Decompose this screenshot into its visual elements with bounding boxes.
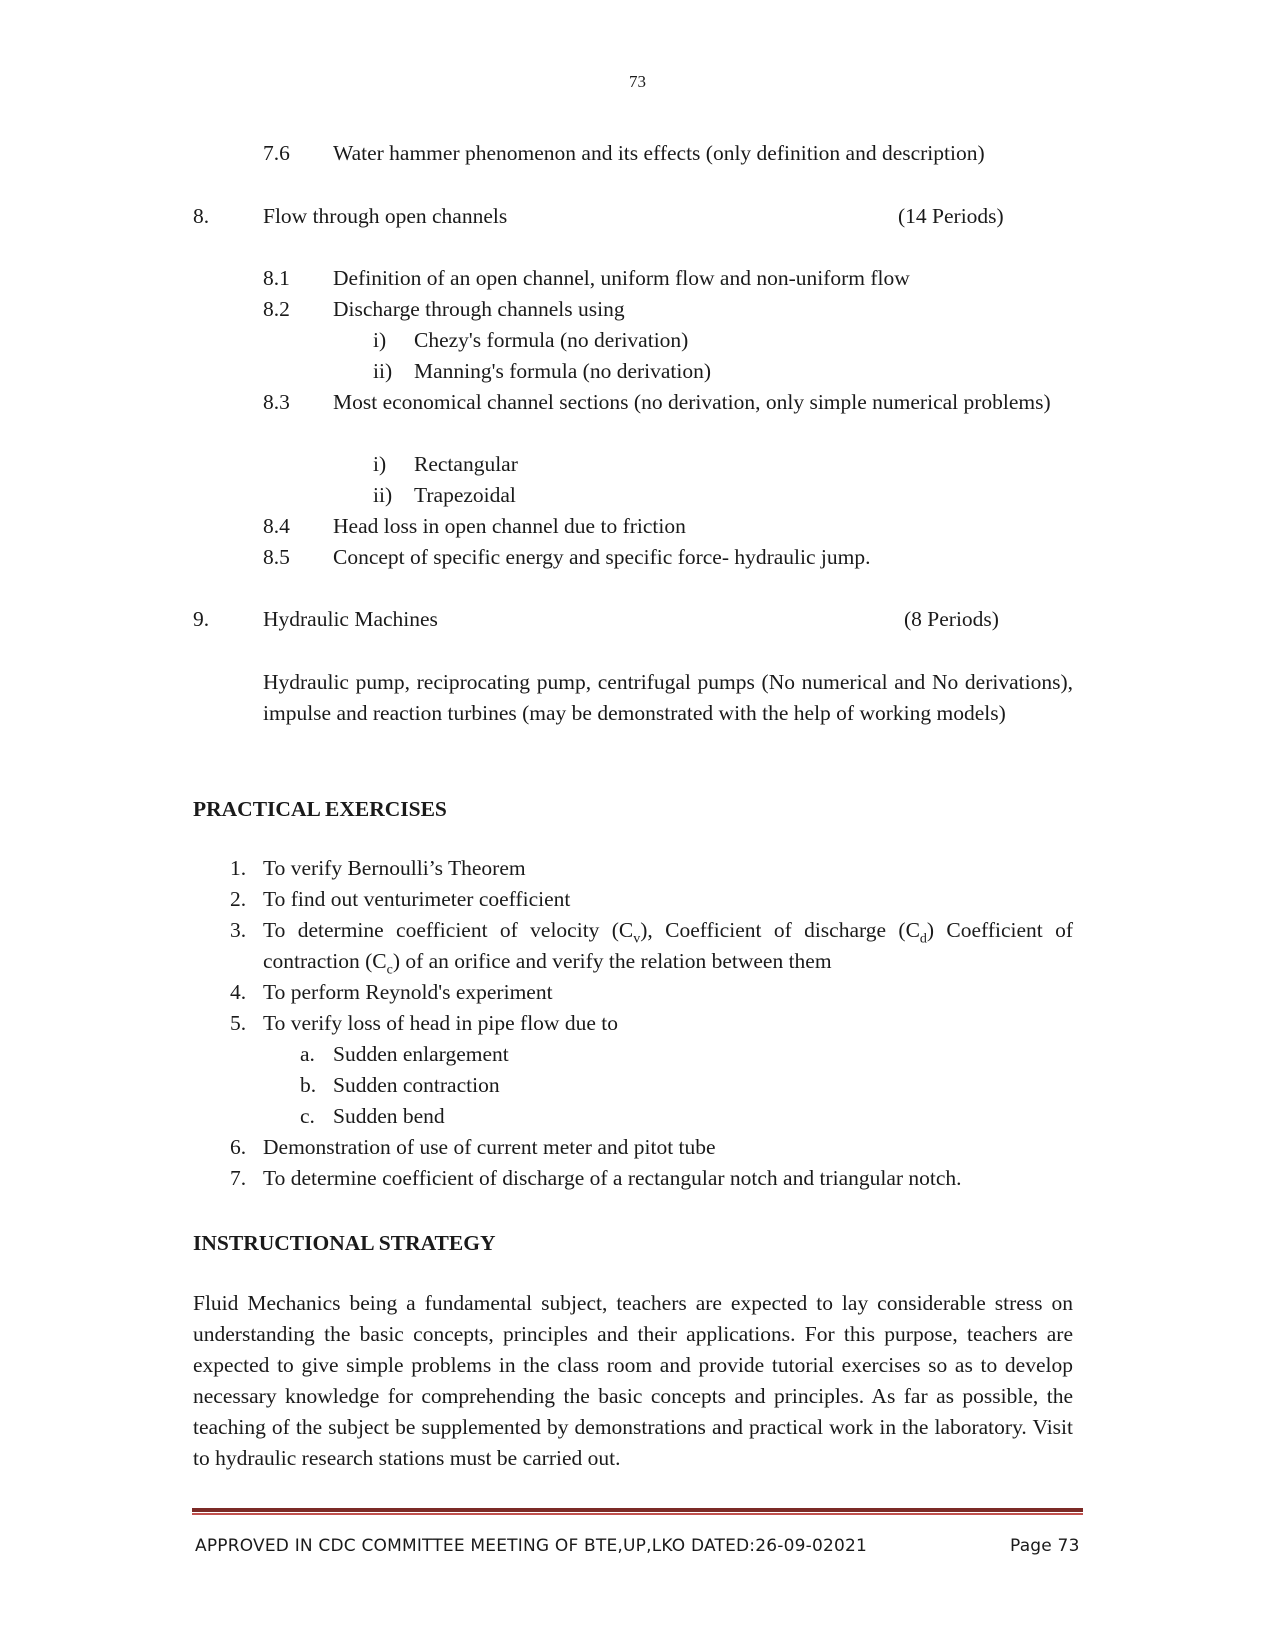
exercise-3-line-2 (263, 951, 832, 977)
exercise-3-line-1 (263, 920, 1073, 946)
item-8-3-ii-number: ii) (373, 483, 393, 507)
item-8-3-number: 8.3 (263, 390, 290, 414)
item-8-4-number: 8.4 (263, 514, 290, 538)
exercise-7-number: 7. (230, 1166, 247, 1190)
practical-exercises-heading: PRACTICAL EXERCISES (193, 797, 447, 821)
exercise-1-number: 1. (230, 856, 247, 880)
exercise-7-text: To determine coefficient of discharge of a rectangular notch and triangular notch. (263, 1166, 962, 1190)
exercise-5a-number: a. (300, 1042, 315, 1066)
section-8-periods: (14 Periods) (898, 204, 1004, 228)
exercise-5-number: 5. (230, 1011, 247, 1035)
item-8-3-i-text: Rectangular (414, 452, 518, 476)
exercise-2-number: 2. (230, 887, 247, 911)
item-8-2-i-text: Chezy's formula (no derivation) (414, 328, 689, 352)
exercise-2-text: To find out venturimeter coefficient (263, 887, 571, 911)
item-8-3-i-number: i) (373, 452, 387, 476)
item-8-1-number: 8.1 (263, 266, 290, 290)
exercise-3-text-c: ) Coefficient of (926, 918, 1073, 942)
exercise-6-text: Demonstration of use of current meter and pitot tube (263, 1135, 716, 1159)
section-8-title: Flow through open channels (263, 204, 508, 228)
subscript-c: c (386, 962, 393, 978)
exercise-3-text-b: ), Coefficient of discharge (C (640, 918, 920, 942)
item-8-2-i-number: i) (373, 328, 387, 352)
exercise-5c-number: c. (300, 1104, 315, 1128)
exercise-4-text: To perform Reynold's experiment (263, 980, 553, 1004)
exercise-5b-number: b. (300, 1073, 317, 1097)
footer-rule-top (192, 1508, 1083, 1512)
subscript-d: d (919, 931, 927, 947)
page-number: 73 (629, 72, 646, 91)
item-7-6-text: Water hammer phenomenon and its effects (only definition and description) (333, 141, 985, 165)
instructional-strategy-body: Fluid Mechanics being a fundamental subject, teachers are expected to lay considerable stress on understanding the basic concepts, principles and their applications. For this purpose, teachers are expected to give simple problems in the class room and provide tutorial exercises so as to develop necessary knowledge for comprehending the basic concepts and principles. As far as possible, the teaching of the subject be supplemented by demonstrations and practical work in the laboratory. Visit to hydraulic research stations must be carried out. (193, 1291, 1073, 1470)
subscript-v: v (633, 931, 641, 947)
item-8-4-text: Head loss in open channel due to friction (333, 514, 686, 538)
section-9-periods: (8 Periods) (904, 607, 999, 631)
footer-rule-bottom (192, 1513, 1083, 1515)
item-8-1-text: Definition of an open channel, uniform flow and non-uniform flow (333, 266, 910, 290)
footer-approval-text: APPROVED IN CDC COMMITTEE MEETING OF BTE,UP,LKO DATED:26-09-02021 (195, 1536, 868, 1556)
exercise-3-text-a: To determine coefficient of velocity (C (263, 918, 634, 942)
exercise-6-number: 6. (230, 1135, 247, 1159)
instructional-strategy-heading: INSTRUCTIONAL STRATEGY (193, 1231, 496, 1255)
section-9-body: Hydraulic pump, reciprocating pump, centrifugal pumps (No numerical and No derivations), impulse and reaction turbines (may be demonstrated with the help of working models) (263, 670, 1073, 725)
item-8-2-ii-number: ii) (373, 359, 393, 383)
exercise-3-text-d: contraction (C (263, 949, 387, 973)
exercise-3-number: 3. (230, 918, 247, 942)
item-8-2-ii-text: Manning's formula (no derivation) (414, 359, 712, 383)
item-8-3-text: Most economical channel sections (no derivation, only simple numerical problems) (333, 390, 1051, 414)
exercise-5b-text: Sudden contraction (333, 1073, 500, 1097)
item-8-5-number: 8.5 (263, 545, 290, 569)
exercise-5a-text: Sudden enlargement (333, 1042, 509, 1066)
item-7-6-number: 7.6 (263, 141, 290, 165)
exercise-1-text: To verify Bernoulli’s Theorem (263, 856, 526, 880)
item-8-2-text: Discharge through channels using (333, 297, 625, 321)
item-8-5-text: Concept of specific energy and specific force- hydraulic jump. (333, 545, 871, 569)
section-8-number: 8. (193, 204, 210, 228)
section-9-number: 9. (193, 607, 210, 631)
exercise-4-number: 4. (230, 980, 247, 1004)
exercise-3-text-e: ) of an orifice and verify the relation between them (392, 949, 832, 973)
item-8-3-ii-text: Trapezoidal (414, 483, 516, 507)
footer-page-label: Page 73 (1010, 1536, 1080, 1556)
exercise-5c-text: Sudden bend (333, 1104, 445, 1128)
exercise-5-text: To verify loss of head in pipe flow due to (263, 1011, 618, 1035)
item-8-2-number: 8.2 (263, 297, 290, 321)
section-9-title: Hydraulic Machines (263, 607, 438, 631)
